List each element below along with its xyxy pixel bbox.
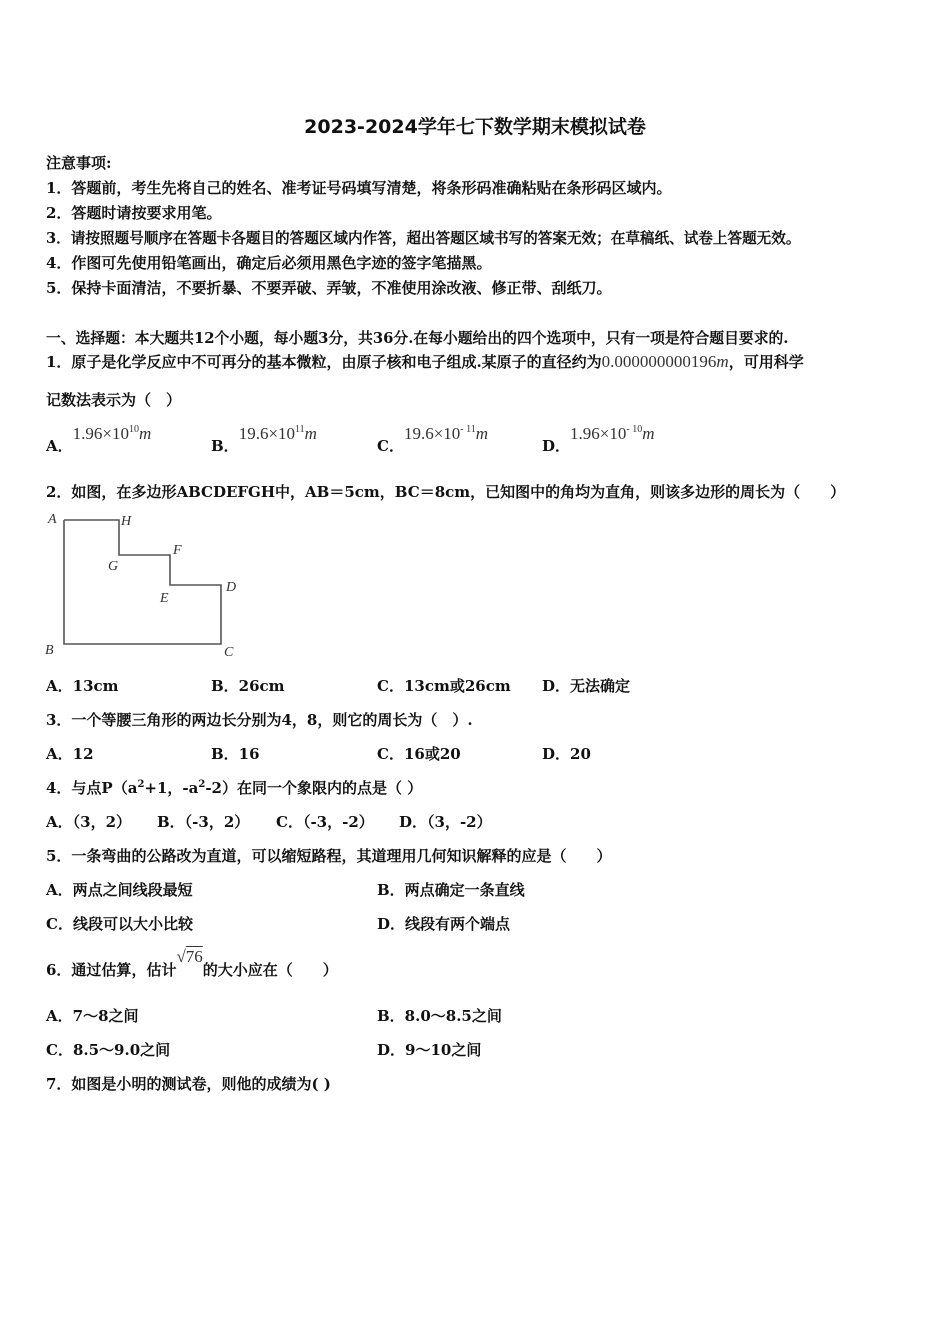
option-unit: m <box>475 424 489 443</box>
question-4-text: 4．与点P（a <box>46 779 138 797</box>
question-6 <box>46 946 338 979</box>
question-1 <box>46 351 804 372</box>
option-d[interactable]: D．（3，-2） <box>399 813 492 831</box>
page-title: 2023-2024学年七下数学期末模拟试卷 <box>304 116 646 138</box>
question-1-unit: m <box>716 352 729 371</box>
label-b: B <box>45 643 54 658</box>
question-3: 3．一个等腰三角形的两边长分别为4，8，则它的周长为（ ）. <box>46 711 473 729</box>
label-h: H <box>121 514 132 529</box>
question-5: 5．一条弯曲的公路改为直道，可以缩短路程，其道理用几何知识解释的应是（ ） <box>46 847 612 865</box>
question-6-text: 的大小应在（ ） <box>202 961 338 979</box>
option-unit: m <box>304 424 317 443</box>
label-c: C <box>224 645 234 660</box>
option-a[interactable]: A．12 <box>46 745 94 763</box>
option-a[interactable]: A．两点之间线段最短 <box>46 881 193 899</box>
option-label: D． <box>542 437 571 455</box>
section-heading: 一、选择题：本大题共12个小题，每小题3分，共36分.在每小题给出的四个选项中，只有一项是符合题目要求的. <box>46 330 789 347</box>
notice-item: 1．答题前，考生先将自己的姓名、准考证号码填写清楚，将条形码准确粘贴在条形码区域内。 <box>46 179 672 197</box>
option-label: B． <box>211 437 239 455</box>
option-c[interactable]: C．16或20 <box>377 745 461 763</box>
option-exponent: 10 <box>128 424 139 435</box>
label-e: E <box>160 591 169 606</box>
question-1-tail: ，可用科学 <box>728 353 804 371</box>
option-c[interactable]: C．（-3，-2） <box>276 813 374 831</box>
question-1-line2: 记数法表示为（ ） <box>46 391 182 409</box>
notice-heading: 注意事项: <box>46 154 112 172</box>
question-2: 2．如图，在多边形ABCDEFGH中，AB＝5cm，BC＝8cm，已知图中的角均为直角，则该多边形的周长为（ ） <box>46 483 846 501</box>
option-unit: m <box>642 424 655 443</box>
option-d[interactable]: D．20 <box>542 745 591 763</box>
option-a[interactable]: A．（3，2） <box>46 813 132 831</box>
option-b[interactable]: B．两点确定一条直线 <box>377 881 525 899</box>
question-4 <box>46 777 422 798</box>
option-d[interactable]: D．9～10之间 <box>377 1041 482 1059</box>
option-label: C． <box>377 437 404 455</box>
label-g: G <box>108 559 119 574</box>
sqrt-expression: √76 <box>176 947 203 966</box>
radicand: 76 <box>185 947 203 966</box>
option-unit: m <box>138 424 152 443</box>
polygon-outline <box>64 520 221 644</box>
option-exponent: - 11 <box>460 424 476 435</box>
option-exponent: - 10 <box>626 424 643 435</box>
question-1-text: 1．原子是化学反应中不可再分的基本微粒，由原子核和电子组成.某原子的直径约为 <box>46 353 602 371</box>
option-a[interactable]: A．7～8之间 <box>46 1007 139 1025</box>
question-4-text: +1，-a <box>144 779 199 797</box>
option-exponent: 11 <box>295 424 305 435</box>
option-b[interactable]: B．26cm <box>211 677 285 695</box>
option-value: 19.6×10 <box>238 424 296 443</box>
option-d[interactable]: D．无法确定 <box>542 677 631 695</box>
notice-item: 4．作图可先使用铅笔画出，确定后必须用黑色字迹的签字笔描黑。 <box>46 254 492 272</box>
notice-item: 2．答题时请按要求用笔。 <box>46 204 222 222</box>
option-c[interactable]: C．13cm或26cm <box>377 677 511 695</box>
superscript: 2 <box>137 779 145 790</box>
question-4-text: -2）在同一个象限内的点是（ ） <box>205 779 423 797</box>
option-c[interactable]: C．线段可以大小比较 <box>46 915 193 933</box>
option-c[interactable] <box>377 423 489 455</box>
option-b[interactable] <box>211 423 317 455</box>
option-d[interactable]: D．线段有两个端点 <box>377 915 511 933</box>
option-value: 19.6×10 <box>403 424 461 443</box>
option-d[interactable] <box>542 423 655 455</box>
question-6-text: 6．通过估算，估计 <box>46 961 177 979</box>
label-a: A <box>48 512 57 527</box>
label-f: F <box>173 543 182 558</box>
option-c[interactable]: C．8.5～9.0之间 <box>46 1041 171 1059</box>
option-value: 1.96×10 <box>72 424 129 443</box>
notice-item: 3．请按照题号顺序在答题卡各题目的答题区域内作答，超出答题区域书写的答案无效；在草稿纸、试卷上答题无效。 <box>46 230 801 247</box>
option-label: A． <box>46 437 73 455</box>
question-1-value: 0.000000000196 <box>601 352 717 371</box>
option-b[interactable]: B．8.0～8.5之间 <box>377 1007 502 1025</box>
question-7: 7．如图是小明的测试卷，则他的成绩为( ) <box>46 1075 331 1093</box>
label-d: D <box>226 580 237 595</box>
option-b[interactable]: B．（-3，2） <box>157 813 250 831</box>
option-value: 1.96×10 <box>570 424 627 443</box>
superscript: 2 <box>198 779 206 790</box>
option-a[interactable] <box>46 423 152 455</box>
notice-item: 5．保持卡面清洁，不要折暴、不要弄破、弄皱，不准使用涂改液、修正带、刮纸刀。 <box>46 279 612 297</box>
option-a[interactable]: A．13cm <box>46 677 119 695</box>
polygon-figure <box>40 508 250 660</box>
option-b[interactable]: B．16 <box>211 745 260 763</box>
